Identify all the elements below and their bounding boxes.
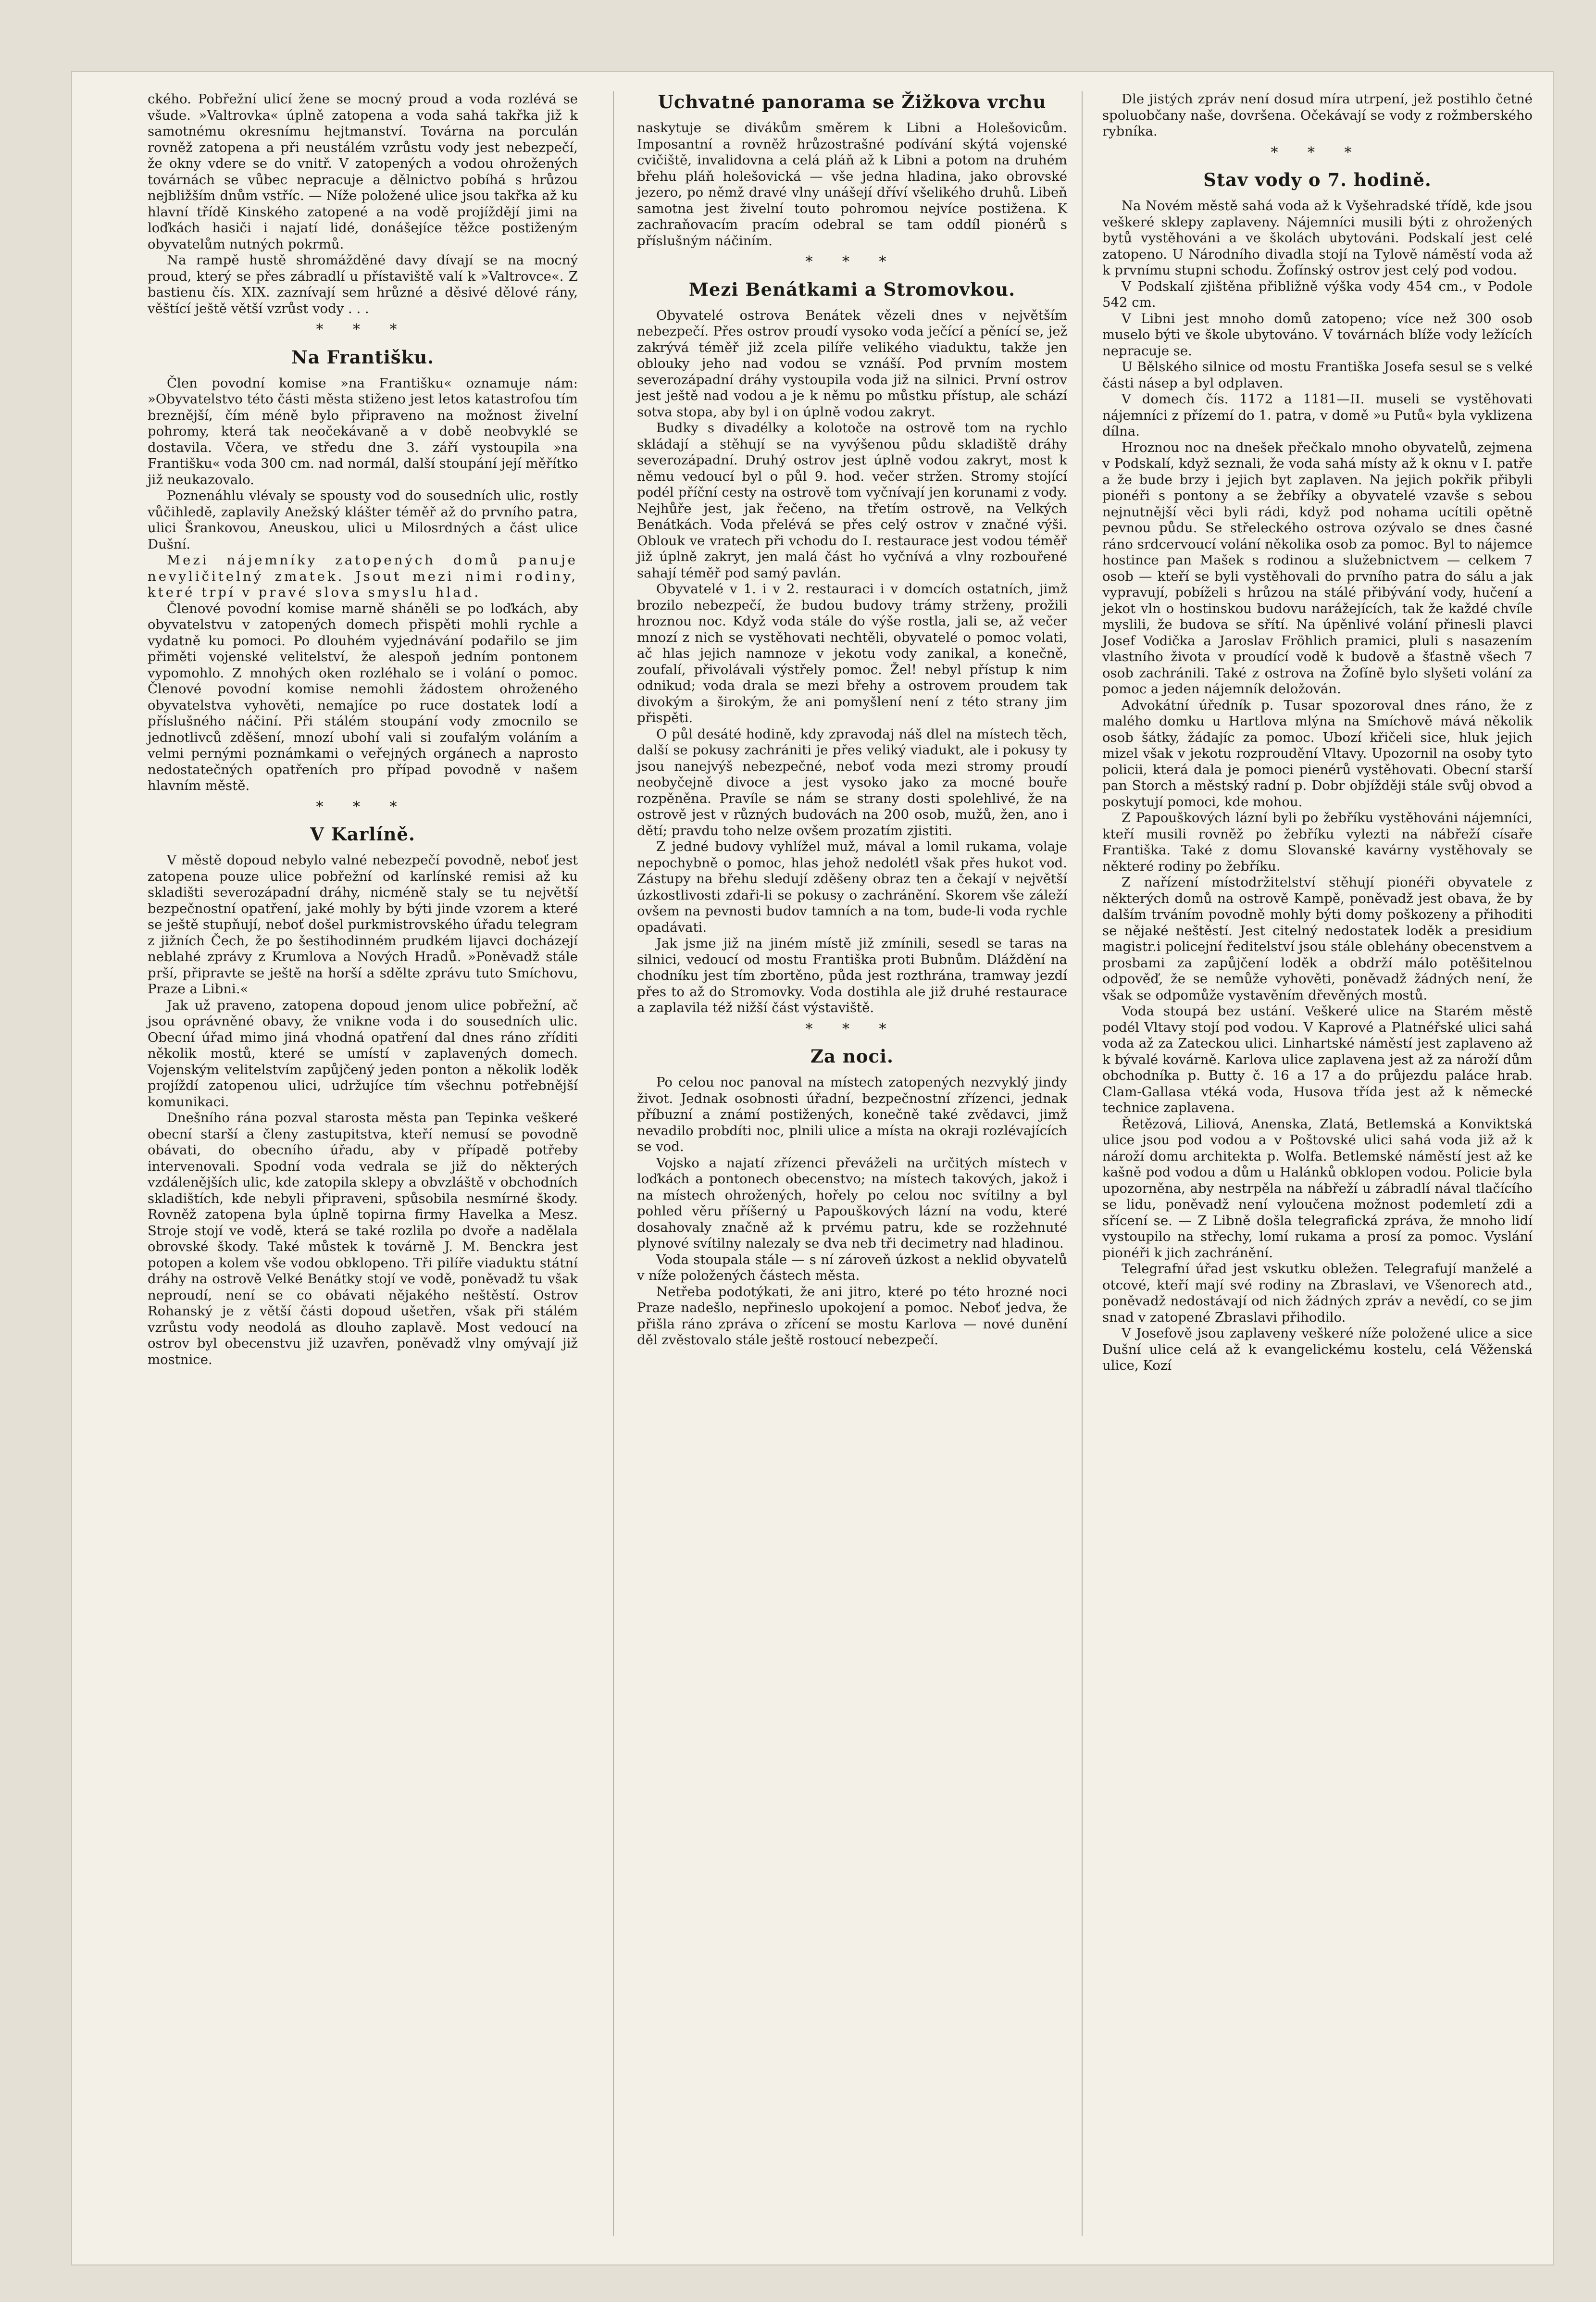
paragraph: Člen povodní komise »na Františku« oznamuje nám: »Obyvatelstvo této části města stiženo jest letos katastrofou tím breznější, čím méně bylo připraveno na možnost živelní pohromy, která tak neočekávaně a v době neobvyklé se dostavila. Včera, ve středu dne 3. září vystoupila »na Františku« voda 300 cm. nad normál, další stoupání její měřítko již neukazovalo.	[148, 375, 578, 488]
paragraph: Dle jistých zpráv není dosud míra utrpení, jež postihlo četné spoluobčany naše, dovršena. Očekávají se vody z rožmberského rybníka.	[1102, 91, 1533, 139]
paragraph: Jak už praveno, zatopena dopoud jenom ulice pobřežní, ač jsou oprávněné obavy, že vnikne voda i do sousedních ulic. Obecní úřad mimo jiná vhodná opatření dal dnes ráno zříditi několik mostů, které se umístí v zaplavených domech. Vojenským velitelstvím zapůjčený jeden ponton a několik loděk projíždí zatopenou ulici, udržujíce tím všechnu potřebnější komunikaci.	[148, 997, 578, 1110]
paragraph: Řetězová, Liliová, Anenska, Zlatá, Betlemská a Konviktská ulice jsou pod vodou a v Poštovské ulici sahá voda již až k nároží domu architekta p. Wolfa. Betlemské náměstí jest až ke kašně pod vodou a dům u Halánků obklopen vodou. Policie byla upozorněna, aby nestrpěla na nábřeží u zábradlí nával tlačícího se lidu, poněvadž není vyloučena možnost podemletí zdi a sřícení se. — Z Libně došla telegrafická zpráva, že mnoho lidí vystoupilo na střechy, lomí rukama a prosí za pomoc. Vyslání pionéři k jich zachránění.	[1102, 1116, 1533, 1261]
heading-na-frantisku: Na Františku.	[291, 346, 435, 368]
paragraph: O půl desáté hodině, kdy zpravodaj náš dlel na místech těch, další se pokusy zachrániti je přes veliký viadukt, ale i pokusy ty jsou nanejvýš nebezpečné, neboť voda mezi stromy proudí neobyčejně divoce a jest vysoko jako za mocné bouře rozpěněna. Pravíle se nám se strany dosti spolehlivé, že na ostrově jest v různých budovách na 200 osob, mužů, žen, ano i dětí; pravdu toho nelze ovšem prozatím zjistiti.	[637, 726, 1067, 838]
column-3	[1102, 91, 1533, 1374]
section-divider: * * *	[805, 253, 899, 270]
paragraph: Po celou noc panoval na místech zatopených nezvyklý jindy život. Jednak osobnosti úřadní, bezpečnostní zřízenci, jednak příbuzní a známí postižených, konečně také zvědavci, jimž nevadilo probdíti noc, plnili ulice a místa na okraji rozlévajících se vod.	[637, 1075, 1067, 1154]
paragraph: V domech čís. 1172 a 1181—II. museli se vystěhovati nájemníci z přízemí do 1. patra, v domě »u Putů« byla vyklizena dílna.	[1102, 391, 1533, 439]
paragraph: Jak jsme již na jiném místě již zmínili, sesedl se taras na silnici, vedoucí od mostu Františka proti Bubnům. Dláždění na chodníku jest tím zbortěno, půda jest rozthrána, tramway jezdí přes to až do Stromovky. Voda dostihla ale již druhé restaurace a zaplavila též nižší část výstaviště.	[637, 936, 1067, 1015]
paragraph: V Libni jest mnoho domů zatopeno; více než 300 osob muselo býti ve škole ubytováno. V továrnách blíže vody ležících nepracuje se.	[1102, 311, 1533, 359]
paragraph: Voda stoupala stále — s ní zároveň úzkost a neklid obyvatelů v níže položených částech města.	[637, 1251, 1067, 1283]
column-rule	[1082, 91, 1083, 2236]
heading-v-karline: V Karlíně.	[310, 824, 415, 845]
paragraph: V Josefově jsou zaplaveny veškeré níže položené ulice a sice Dušní ulice celá až k evangelickému kostelu, celá Věženská ulice, Kozí	[1102, 1326, 1533, 1373]
paragraph: Budky s divadélky a kolotoče na ostrově tom na rychlo skládají a stěhují se na vyvýšenou půdu skladiště dráhy severozápadní. Druhý ostrov jest úplně vodou zakryt, most k němu vedoucí byl o půl 9. hod. večer stržen. Stromy stojící podél příční cesty na ostrově tom vyčnívají jen korunami z vody. Nejhůře jest, jak řečeno, na třetím ostrově, na Velkých Benátkách. Voda přelévá se přes celý ostrov v značné výši. Oblouk ve vratech při vchodu do I. restaurace jest vodou téměř již úplně zakryt, jen malá část ho vyčnívá a vlny rozbouřené sahají téměř pod samý pavlán.	[637, 420, 1067, 581]
paragraph: Telegrafní úřad jest vskutku obležen. Telegrafují manželé a otcové, kteří mají své rodiny na Zbraslavi, ve Všenorech atd., poněvadž nedostávají od nich žádných zpráv a nevědí, co se jim snad v zatopené Zbraslavi přihodilo.	[1102, 1261, 1533, 1325]
paragraph: U Bělského silnice od mostu Františka Josefa sesul se s velké části násep a byl odplaven.	[1102, 359, 1533, 391]
paragraph: Netřeba podotýkati, že ani jitro, které po této hrozné noci Praze nadešlo, nepřineslo upokojení a pomoc. Neboť jedva, že přišla ráno zpráva o zřícení se mostu Karlova — nové dunění děl zvěstovalo stále ještě rostoucí nebezpečí.	[637, 1284, 1067, 1348]
section-divider: * * *	[1271, 144, 1364, 161]
paragraph: V městě dopoud nebylo valné nebezpečí povodně, neboť jest zatopena pouze ulice pobřežní od karlínské remisi až ku skladišti severozápadní dráhy, nicméně staly se tu největší bezpečnostní opatření, jaké mohly by býti jinde vzorem a které se ještě stupňují, neboť došel purkmistrovského úřadu telegram z jižních Čech, že po šestihodinném prudkém lijavci docházejí neblahé zprávy z Krumlova a Nových Hradů. »Poněvadž stále prší, připravte se ještě na horší a sdělte zprávu tuto Smíchovu, Praze a Libni.«	[148, 852, 578, 997]
paragraph: Na Novém městě sahá voda až k Vyšehradské třídě, kde jsou veškeré sklepy zaplaveny. Nájemníci musili býti z ohrožených bytů vystěhováni a ve školách ubytováni. Podskalí jest celé zatopeno. U Národního divadla stojí na Tylově náměstí voda až k prvnímu stupni schodu. Žofínský ostrov jest celý pod vodou.	[1102, 198, 1533, 278]
column-2	[637, 91, 1067, 1349]
paragraph: Obyvatelé ostrova Benátek vězeli dnes v největším nebezpečí. Přes ostrov proudí vysoko voda ječící a pěnící se, jež zakrývá téměř již zcela pilíře velikého viaduktu, takže jen oblouky jeho nad vodou se vznáší. Pod prvním mostem severozápadní dráhy vystoupila voda již na silnici. První ostrov jest ještě nad vodou a je k němu po můstku přístup, ale schází sotva stopa, aby byl i on úplně vodou zakryt.	[637, 307, 1067, 420]
paragraph: Z nařízení místodržitelství stěhují pionéři obyvatele z některých domů na ostrově Kampě, poněvadž jest obava, že by dalším trváním povodně mohly býti domy poškozeny a přihoditi se nějaké neštěstí. Jest citelný nedostatek loděk a presidium magistr.i policejní ředitelství jsou stále oblehány obecenstvem a prosbami za zapůjčení loděk a obdrží málo potěšitelnou odpověď, že se nemůže vyhověti, poněvadž žádných není, že však se odpomůže vystavěním dřevěných mostů.	[1102, 875, 1533, 1003]
section-divider: * * *	[316, 798, 410, 815]
paragraph: Poznenáhlu vlévaly se spousty vod do sousedních ulic, rostly vůčihledě, zaplavily Anežský klášter téměř až do prvního patra, ulici Šrankovou, Aneuskou, ulici u Milosrdných a část ulice Dušní.	[148, 488, 578, 552]
paragraph: Na rampě hustě shromážděné davy dívají se na mocný proud, který se přes zábradlí u přístaviště valí k »Valtrovce«. Z bastienu čís. XIX. zaznívají sem hrůzné a děsivé dělové rány, věštící ještě větší vzrůst vody . . .	[148, 252, 578, 316]
newspaper-page	[72, 72, 1553, 2264]
paragraph: V Podskalí zjištěna přibližně výška vody 454 cm., v Podole 542 cm.	[1102, 278, 1533, 310]
paragraph-spaced: Mezi nájemníky zatopených domů panuje nevyličitelný zmatek. Jsout mezi nimi rodiny, které trpí v pravé slova smyslu hlad.	[148, 552, 578, 600]
paragraph: Advokátní úředník p. Tusar spozoroval dnes ráno, že z malého domku u Hartlova mlýna na Smíchově mává několik osob šátky, žádajíc za pomoc. Ubozí křičeli sice, hluk jejich mizel však v jekotu rozproudění Vltavy. Upozornil na osoby tyto policii, která dala je pomoci pienérů vystěhovati. Obecní starší pan Storch a městský radní p. Dobr objížději stále svůj obvod a poskytují pomoci, kde mohou.	[1102, 697, 1533, 810]
heading-stav-vody: Stav vody o 7. hodině.	[1203, 169, 1432, 190]
heading-zizkov-panorama: Uchvatné panorama se Žižkova vrchu	[658, 91, 1047, 113]
paragraph: Hroznou noc na dnešek přečkalo mnoho obyvatelů, zejmena v Podskalí, když seznali, že voda sahá místy až k oknu v I. patře a že bude brzy i jejich byt zaplaven. Na jejich pokřik přibyli pionéři s pontony a se žebříky a obyvatelé vzavše s sebou nejnutnější věci byli rádi, když pod nohama ucítili opětně pevnou půdu. Se střeleckého ostrova ozývalo se dnes časné ráno srdcervoucí volání několika osob za pomoc. Byl to nájemce hostince pan Mašek s rodinou a služebnictvem — celkem 7 osob — kteří se byli vystěhovali do prvního patra do sálu a jak vypravují, pobíželi s hrůzou na stálé přibývání vody, hučení a jekot vln o hostinskou budovu narážejících, tak že každé chvíle myslili, že budova se sřítí. Na úpěnlivé volání přinesli plavci Josef Vodička a Jaroslav Fröhlich pramici, pluli s nasazením vlastního života v proudící vodě k budově a šťastně všech 7 osob zachránili. Také z ostrova na Žofíně bylo slyšeti volání za pomoc a jeden nájemník deložován.	[1102, 439, 1533, 697]
section-divider: * * *	[316, 321, 410, 338]
paragraph: naskytuje se divákům směrem k Libni a Holešovicům. Imposantní a rovněž hrůzostrašné podívání skýtá vojenské cvičiště, invalidovna a celá pláň až k Libni a potom na druhém břehu pláň holešovická — vše jedna hladina, jako obrovské jezero, po němž dravé vlny unášejí dříví všelikého druhů. Libeň samotna jest živelní touto pohromou nejvíce postižena. K zachraňovacím pracím odebral se tam oddíl pionérů s příslušným náčiním.	[637, 120, 1067, 249]
column-1	[148, 91, 578, 1368]
paragraph: Z jedné budovy vyhlížel muž, mával a lomil rukama, volaje nepochybně o pomoc, hlas jehož nedolétl však přes hukot vod. Zástupy na břehu sledují zděšeny obraz ten a čekají v největší úzkostlivosti zdaři-li se pokusy o zachránění. Skorem vše záleží ovšem na pevnosti budov tamních a na tom, bude-li voda rychle opadávati.	[637, 839, 1067, 935]
paragraph: Vojsko a najatí zřízenci převáželi na určitých místech v loďkách a pontonech obecenstvo; na místech takových, jakož i na místech ohrožených, hořely po celou noc svítilny a byl pohled věru příšerný u Papouškových lázní na vodu, které dosahovaly značně až k prvému patru, kde se rozžehnuté plynové svítilny nalezaly se dva neb tři decimetry nad hladinou.	[637, 1155, 1067, 1251]
heading-mezi-benatkami: Mezi Benátkami a Stromovkou.	[688, 278, 1016, 300]
column-rule	[613, 91, 614, 2236]
paragraph: Členové povodní komise marně sháněli se po loďkách, aby obyvatelstvu v zatopených domech přispěti mohli rychle a vydatně ku pomoci. Po dlouhém vyjednávání podařilo se jim přiměti vojenské velitelství, že alespoň jedním pontonem vypomohlo. Z mnohých oken rozléhalo se i volání o pomoc. Členové povodní komise nemohli žádostem ohroženého obyvatelstva vyhověti, nemajíce po ruce dostatek lodí a příslušného náčiní. Při stálém stoupání vody zmocnilo se jednotlivců zděšení, mnozí ubohí vali si zoufalým voláním a velmi pernými poznámkami o veřejných orgánech a naprosto nedostatečných opatřeních pro případ povodně v našem hlavním městě.	[148, 601, 578, 793]
paragraph: Voda stoupá bez ustání. Veškeré ulice na Starém městě podél Vltavy stojí pod vodou. V Kaprové a Platnéřské ulici sahá voda až za Zateckou ulici. Linhartské náměstí jest zaplaveno až k bývalé kovárně. Karlova ulice zaplavena jest až za nároží dům obchodníka p. Butty č. 16 a 17 a do průjezdu paláce hrab. Clam-Gallasa vtéká voda, Husova třída jest až k německé technice zaplavena.	[1102, 1003, 1533, 1115]
paragraph: Obyvatelé v 1. i v 2. restauraci i v domcích ostatních, jimž brozilo nebezpečí, že budou budovy trámy strženy, prožili hroznou noc. Když voda stále do výše rostla, jali se, až večer mnozí z nich se vystěhovati nechtěli, obyvatelé o pomoc volati, ač hlas jejich namnoze v jekotu vody zanikal, a konečně, zoufalí, přivolávali výstřely pomoc. Žel! nebyl přístup k nim odnikud; voda drala se mezi břehy a ostrovem proudem tak divokým a širokým, že ani pomyšlení není z této strany jim přispěti.	[637, 581, 1067, 726]
section-divider: * * *	[805, 1020, 899, 1038]
paragraph: ckého. Pobřežní ulicí žene se mocný proud a voda rozlévá se všude. »Valtrovka« úplně zatopena a voda sahá takřka již k samotnému okresnímu hejtmanství. Továrna na porculán rovněž zatopena a při neustálém vzrůstu vody jest nebezpečí, že okny vdere se do vnitř. V zatopených a vodou ohrožených továrnách se vůbec nepracuje a dělnictvo pobíhá s hrůzou nejbližším dnům vstříc. — Níže položené ulice jsou takřka až ku hlavní třídě Kinského zatopené a na vodě projíždějí jimi na loďkách hasiči i najatí lidé, donášejíce těžce postiženým obyvatelům nutných pokrmů.	[148, 91, 578, 252]
paragraph: Z Papouškových lázní byli po žebříku vystěhováni nájemníci, kteří musili rovněž po žebříku vylezti na nábřeží císaře Františka. Také z domu Slovanské kavárny vystěhovaly se některé rodiny po žebříku.	[1102, 810, 1533, 874]
heading-za-noci: Za noci.	[810, 1046, 894, 1067]
paragraph: Dnešního rána pozval starosta města pan Tepinka veškeré obecní starší a členy zastupitstva, kteří nemusí se povodně obávati, do obecního úřadu, aby v případě potřeby intervenovali. Spodní voda vedrala se již do některých vzdálenějších ulic, kde zatopila sklepy a obvzláště v obchodních skladištích, kde nebyli připraveni, spůsobila nesmírné škody. Rovněž zatopena byla úplně topirna firmy Havelka a Mesz. Stroje stojí ve vodě, která se také rozlila po dvoře a nadělala obrovské škody. Také můstek k továrně J. M. Benckra jest potopen a kolem vše vodou obklopeno. Tři pilíře viaduktu státní dráhy na ostrově Velké Benátky stojí ve vodě, poněvadž tu však neproudí, není se co obávati nějakého neštěstí. Ostrov Rohanský je z větší části dopoud ušetřen, však při stálém vzrůstu vody neodolá as dlouho zaplavě. Most vedoucí na ostrov byl obecenstvu již uzavřen, poněvadž vlny omývají již mostnice.	[148, 1110, 578, 1367]
